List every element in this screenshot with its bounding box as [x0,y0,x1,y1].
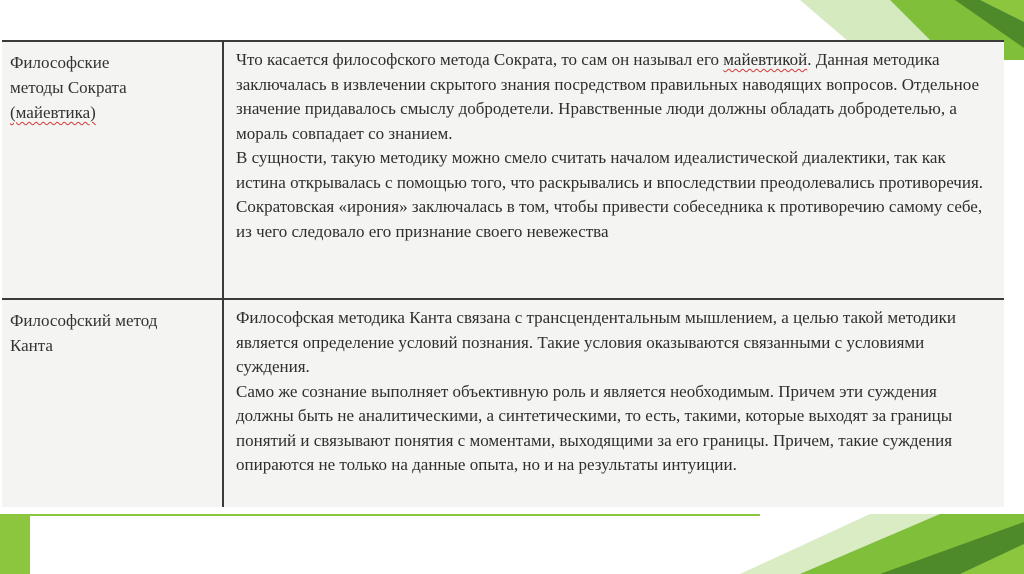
label-line: Философский метод [10,311,158,330]
paragraph: В сущности, такую методику можно смело считать началом идеалистической диалектики, так как истина открывалась с помощью того, что раскрывались и впоследствии преодолевались противоречия. Сократовская «ирония» заключалась в том, чтобы привести собеседника к противоречию самому себе, из чего следовало его признание своего невежества [236,148,984,241]
row-text-kant [236,306,996,478]
table-row-socrates [2,42,1004,300]
label-line: методы Сократа [10,78,127,97]
bottom-decoration-band [0,514,1024,574]
methods-table [2,40,1004,507]
row-label-socrates [10,50,215,125]
row-text-socrates [236,48,996,244]
label-line: Философские [10,53,110,72]
table-row-kant [2,300,1004,507]
label-line-underlined: (майевтика) [10,103,96,122]
paragraph: Что касается философского метода Сократа, то сам он называл его майевтикой. Данная методика заключалась в извлечении скрытого знания посредством правильных наводящих вопросов. Отдельное значение придавалось смыслу добродетели. Нравственные люди должны обладать добродетелью, а мораль совпадает со знанием. [236,50,979,143]
paragraph: Философская методика Канта связана с трансцендентальным мышлением, а целью такой методики является определение условий познания. Такие условия оказываются связанными с условиями суждения. [236,308,956,376]
row-label-kant [10,308,215,358]
spellcheck-word: майевтикой [723,50,808,69]
label-line: Канта [10,336,53,355]
paragraph: Само же сознание выполняет объективную роль и является необходимым. Причем эти суждения должны быть не аналитическими, а синтетическими, то есть, такими, которые выходят за границы понятий и связывают понятия с моментами, выходящими за его границы. Причем, такие суждения опираются не только на данные опыта, но и на результаты интуиции. [236,381,953,474]
